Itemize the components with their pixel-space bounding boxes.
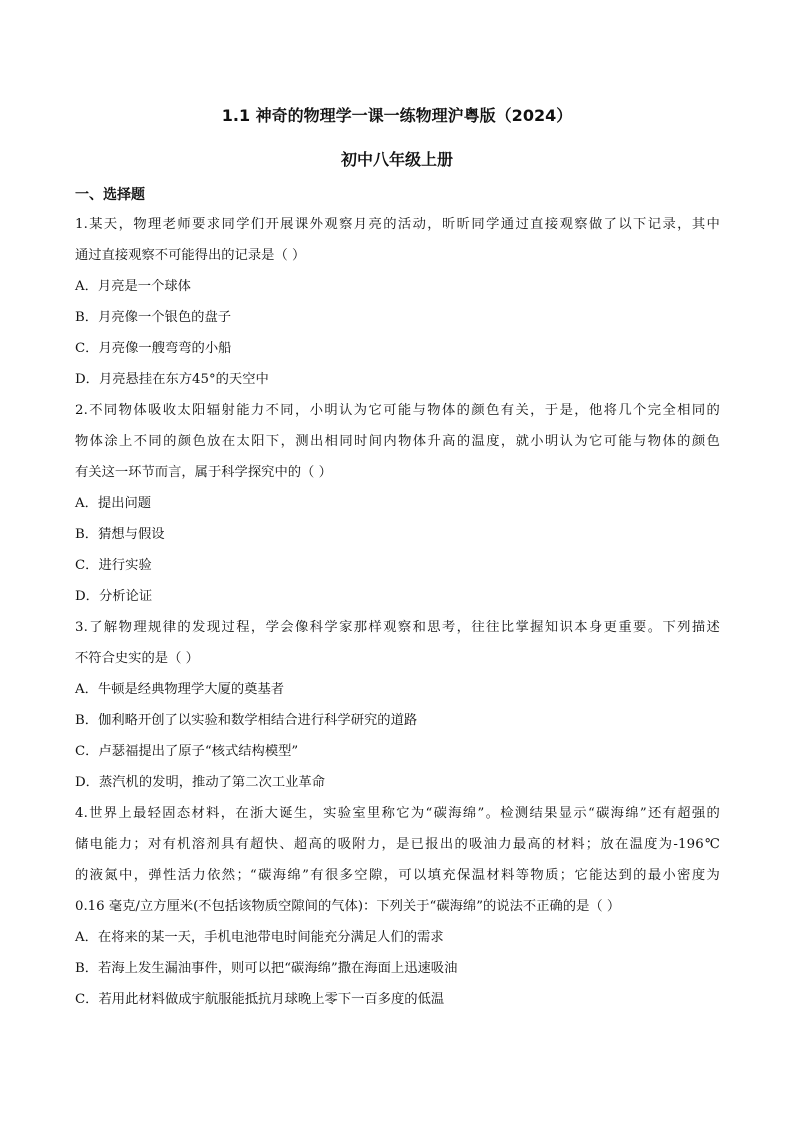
option-d: D．分析论证 xyxy=(75,589,153,604)
option-b: B．若海上发生漏油事件，则可以把“碳海绵”撒在海面上迅速吸油 xyxy=(75,961,458,976)
question-stem-line: 不符合史实的是（ ） xyxy=(75,651,199,666)
document-title: 1.1 神奇的物理学一课一练物理沪粤版（2024） xyxy=(221,106,573,125)
option-c: C．若用此材料做成宇航服能抵抗月球晚上零下一百多度的低温 xyxy=(75,992,445,1007)
question-list xyxy=(75,214,720,1020)
question-stem-line: 1.某天，物理老师要求同学们开展课外观察月亮的活动，昕昕同学通过直接观察做了以下记录，其中 xyxy=(75,217,720,232)
option-a: A．在将来的某一天，手机电池带电时间能充分满足人们的需求 xyxy=(75,930,444,945)
option-b: B．月亮像一个银色的盘子 xyxy=(75,310,232,325)
question-stem-line: 有关这一环节而言，属于科学探究中的（ ） xyxy=(75,465,332,480)
option-c: C．卢瑟福提出了原子“核式结构模型” xyxy=(75,744,299,759)
option-c: C．月亮像一艘弯弯的小船 xyxy=(75,341,232,356)
question-stem-line: 储电能力；对有机溶剂具有超快、超高的吸附力，是已报出的吸油力最高的材料；放在温度为-196℃ xyxy=(75,837,720,852)
option-a: A．牛顿是经典物理学大厦的奠基者 xyxy=(75,682,285,697)
question-2 xyxy=(75,400,720,617)
question-4 xyxy=(75,803,720,1020)
option-a: A．月亮是一个球体 xyxy=(75,279,191,294)
option-b: B．猜想与假设 xyxy=(75,527,165,542)
option-c: C．进行实验 xyxy=(75,558,152,573)
option-a: A．提出问题 xyxy=(75,496,152,511)
question-stem-line: 的液氮中，弹性活力依然；“碳海绵”有很多空隙，可以填充保温材料等物质；它能达到的最小密度为 xyxy=(75,868,720,883)
question-stem-line: 物体涂上不同的颜色放在太阳下，测出相同时间内物体升高的温度，就小明认为它可能与物体的颜色 xyxy=(75,434,720,449)
question-stem-line: 4.世界上最轻固态材料，在浙大诞生，实验室里称它为“碳海绵”。检测结果显示“碳海绵”还有超强的 xyxy=(75,806,720,821)
option-d: D．蒸汽机的发明，推动了第二次工业革命 xyxy=(75,775,326,790)
option-d: D．月亮悬挂在东方45°的天空中 xyxy=(75,372,269,387)
question-3 xyxy=(75,617,720,803)
question-stem-line: 2.不同物体吸收太阳辐射能力不同，小明认为它可能与物体的颜色有关，于是，他将几个完全相同的 xyxy=(75,403,720,418)
question-1 xyxy=(75,214,720,400)
question-stem-line: 通过直接观察不可能得出的记录是（ ） xyxy=(75,248,306,263)
document-subtitle: 初中八年级上册 xyxy=(340,150,453,169)
option-b: B．伽利略开创了以实验和数学相结合进行科学研究的道路 xyxy=(75,713,418,728)
section-heading: 一、选择题 xyxy=(75,187,145,203)
question-stem-line: 0.16 毫克/立方厘米(不包括该物质空隙间的气体)：下列关于“碳海绵”的说法不正确的是（ ） xyxy=(75,899,621,914)
question-stem-line: 3.了解物理规律的发现过程，学会像科学家那样观察和思考，往往比掌握知识本身更重要。下列描述 xyxy=(75,620,720,635)
